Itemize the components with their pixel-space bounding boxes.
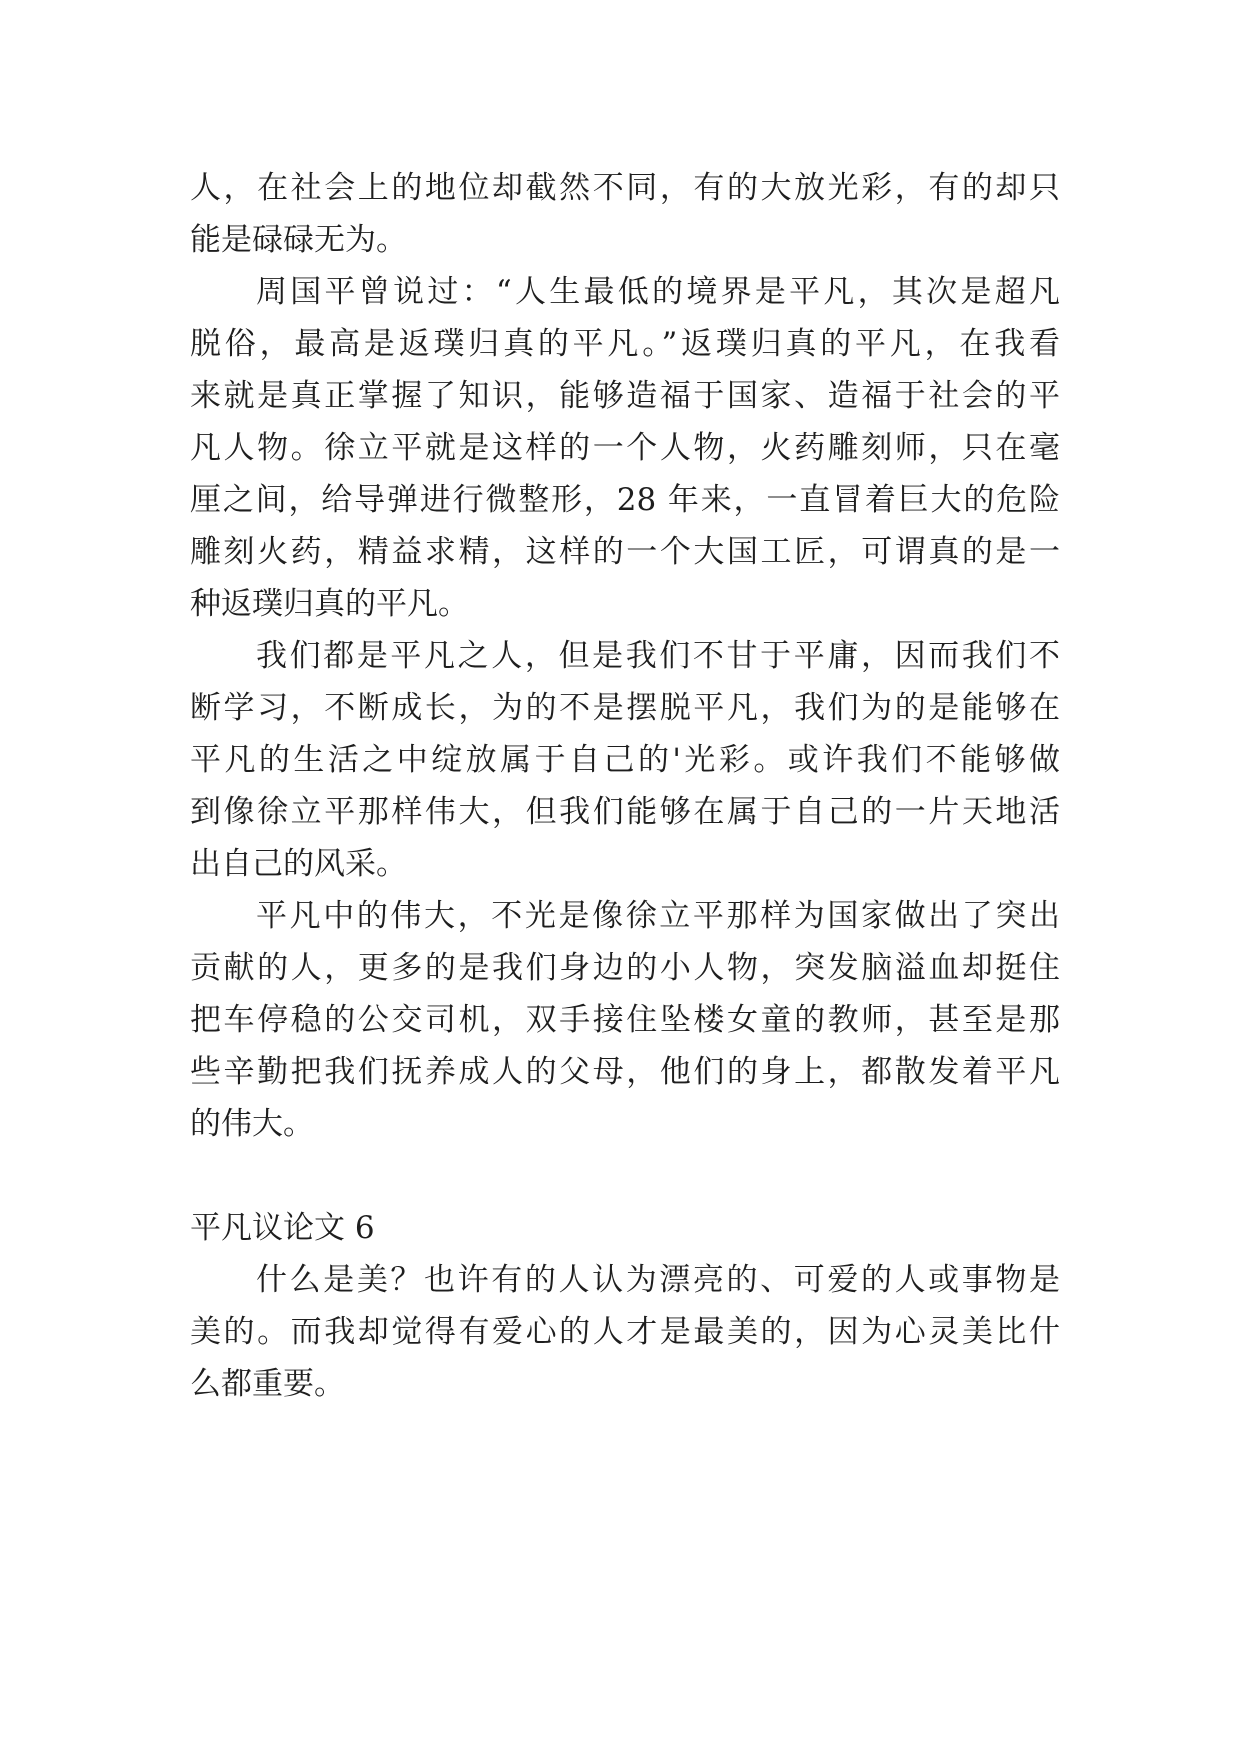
text-line: 断学习，不断成长，为的不是摆脱平凡，我们为的是能够在 [190, 690, 1060, 726]
section-title: 平凡议论文 6 [190, 1210, 375, 1246]
text-line: 么都重要。 [190, 1366, 345, 1402]
text-line: 平凡的生活之中绽放属于自己的'光彩。或许我们不能够做 [190, 742, 1060, 778]
text-line: 什么是美？也许有的人认为漂亮的、可爱的人或事物是 [256, 1262, 1060, 1298]
text-line: 能是碌碌无为。 [190, 222, 407, 258]
text-line: 种返璞归真的平凡。 [190, 586, 469, 622]
text-line: 出自己的风采。 [190, 846, 407, 882]
text-line: 平凡中的伟大，不光是像徐立平那样为国家做出了突出 [256, 898, 1060, 934]
text-line: 厘之间，给导弹进行微整形，28 年来，一直冒着巨大的危险 [190, 482, 1060, 518]
text-line: 人，在社会上的地位却截然不同，有的大放光彩，有的却只 [190, 170, 1060, 206]
text-line: 的伟大。 [190, 1106, 314, 1142]
text-line: 把车停稳的公交司机，双手接住坠楼女童的教师，甚至是那 [190, 1002, 1060, 1038]
text-line: 凡人物。徐立平就是这样的一个人物，火药雕刻师，只在毫 [190, 430, 1060, 466]
text-line: 周国平曾说过：“人生最低的境界是平凡，其次是超凡 [256, 274, 1060, 310]
text-line: 我们都是平凡之人，但是我们不甘于平庸，因而我们不 [256, 638, 1060, 674]
text-line: 雕刻火药，精益求精，这样的一个大国工匠，可谓真的是一 [190, 534, 1060, 570]
text-line: 到像徐立平那样伟大，但我们能够在属于自己的一片天地活 [190, 794, 1060, 830]
text-line: 美的。而我却觉得有爱心的人才是最美的，因为心灵美比什 [190, 1314, 1060, 1350]
text-line: 来就是真正掌握了知识，能够造福于国家、造福于社会的平 [190, 378, 1060, 414]
text-line: 脱俗，最高是返璞归真的平凡。”返璞归真的平凡，在我看 [190, 326, 1060, 362]
text-line: 些辛勤把我们抚养成人的父母，他们的身上，都散发着平凡 [190, 1054, 1060, 1090]
text-line: 贡献的人，更多的是我们身边的小人物，突发脑溢血却挺住 [190, 950, 1060, 986]
